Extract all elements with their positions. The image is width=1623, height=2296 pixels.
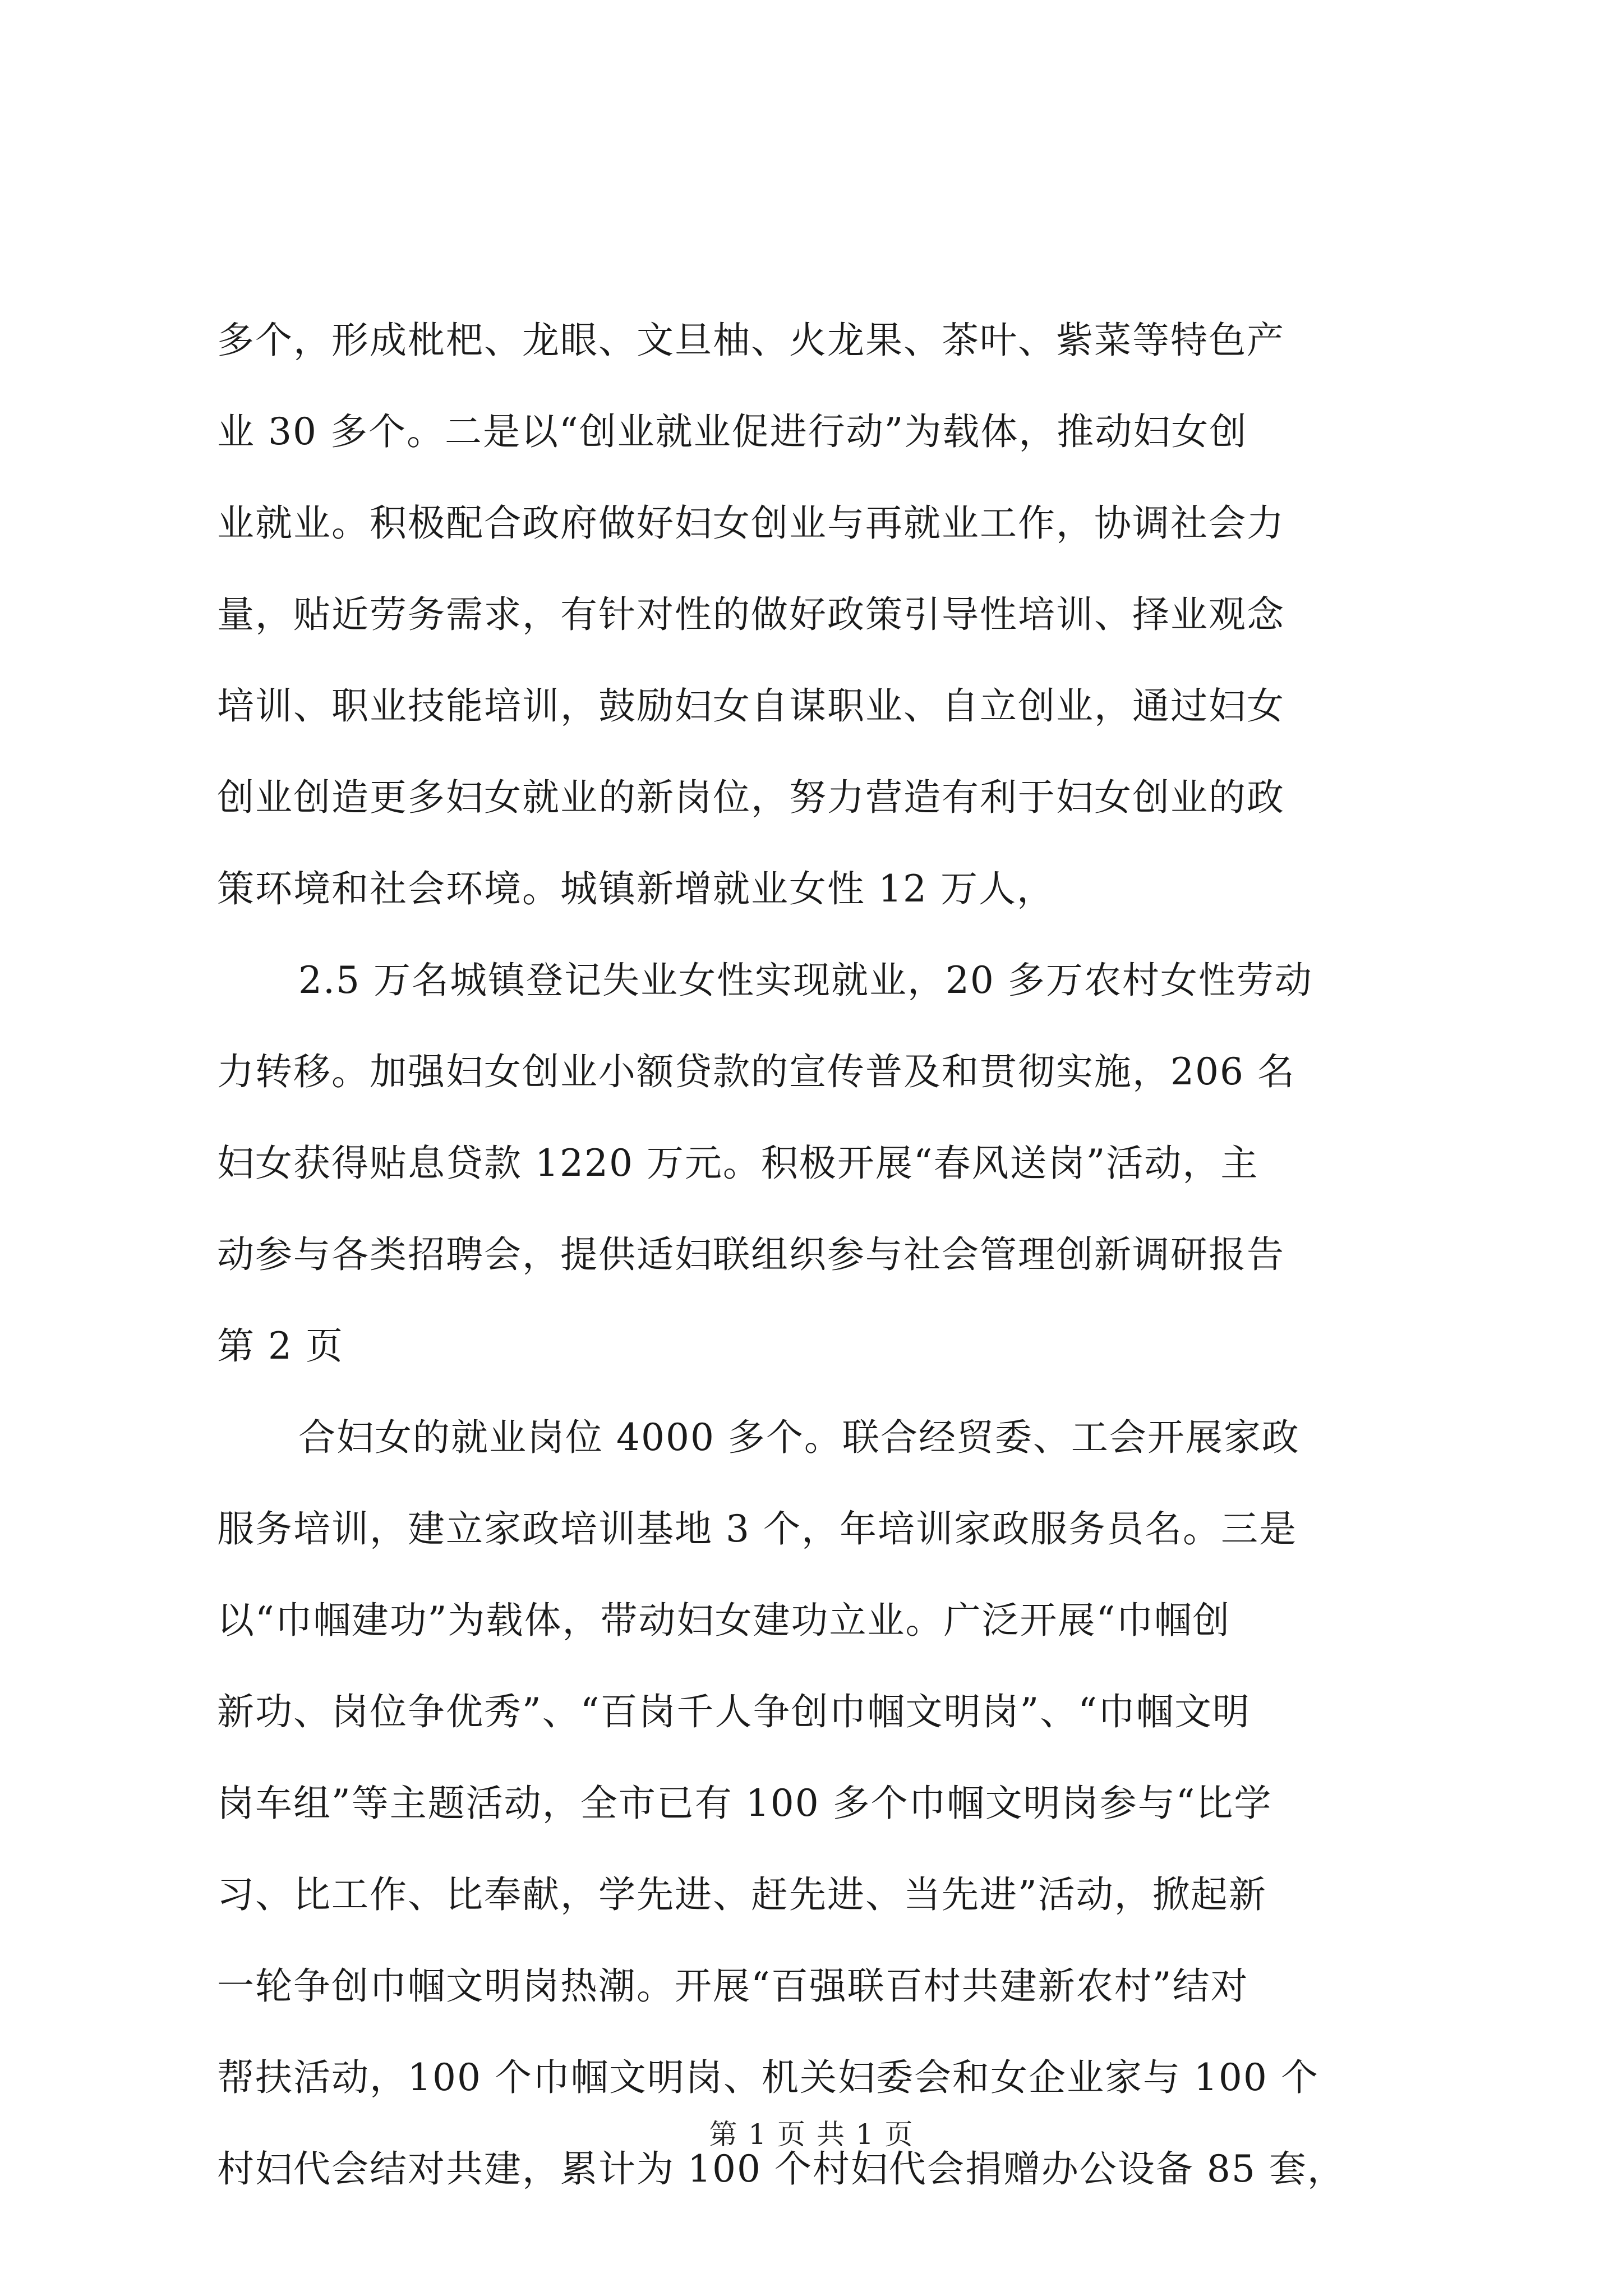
- text-line-7: 策环境和社会环境。城镇新增就业女性 12 万人，: [217, 867, 1055, 910]
- body-text: [217, 295, 1417, 2215]
- text-line-9: 力转移。加强妇女创业小额贷款的宣传普及和贯彻实施，206 名: [217, 1050, 1295, 1093]
- text-line-1: 多个，形成枇杷、龙眼、文旦柚、火龙果、茶叶、紫菜等特色产: [217, 319, 1285, 362]
- text-line-8: 2.5 万名城镇登记失业女性实现就业，20 多万农村女性劳动: [298, 959, 1313, 1002]
- text-line-16: 新功、岗位争优秀”、“百岗千人争创巾帼文明岗”、“巾帼文明: [217, 1690, 1251, 1733]
- text-line-3: 业就业。积极配合政府做好妇女创业与再就业工作，协调社会力: [217, 501, 1285, 545]
- text-line-6: 创业创造更多妇女就业的新岗位，努力营造有利于妇女创业的政: [217, 776, 1285, 819]
- text-line-5: 培训、职业技能培训，鼓励妇女自谋职业、自立创业，通过妇女: [217, 684, 1285, 728]
- text-line-11: 动参与各类招聘会，提供适妇联组织参与社会管理创新调研报告: [217, 1233, 1285, 1276]
- text-line-19: 一轮争创巾帼文明岗热潮。开展“百强联百村共建新农村”结对: [217, 1964, 1249, 2008]
- text-line-17: 岗车组”等主题活动，全市已有 100 多个巾帼文明岗参与“比学: [217, 1782, 1272, 1825]
- text-line-13: 合妇女的就业岗位 4000 多个。联合经贸委、工会开展家政: [298, 1416, 1300, 1459]
- text-line-15: 以“巾帼建功”为载体，带动妇女建功立业。广泛开展“巾帼创: [217, 1599, 1231, 1642]
- text-line-2: 业 30 多个。二是以“创业就业促进行动”为载体，推动妇女创: [217, 410, 1248, 453]
- page-footer: 第 1 页 共 1 页: [709, 2118, 914, 2151]
- text-line-20: 帮扶活动，100 个巾帼文明岗、机关妇委会和女企业家与 100 个: [217, 2056, 1319, 2099]
- text-line-14: 服务培训，建立家政培训基地 3 个，年培训家政服务员名。三是: [217, 1507, 1297, 1550]
- text-line-10: 妇女获得贴息贷款 1220 万元。积极开展“春风送岗”活动，主: [217, 1142, 1259, 1185]
- text-line-4: 量，贴近劳务需求，有针对性的做好政策引导性培训、择业观念: [217, 593, 1285, 636]
- text-line-18: 习、比工作、比奉献，学先进、赶先进、当先进”活动，掀起新: [217, 1873, 1267, 1916]
- text-line-21: 村妇代会结对共建，累计为 100 个村妇代会捐赠办公设备 85 套，: [217, 2147, 1345, 2191]
- text-line-12: 第 2 页: [217, 1324, 344, 1368]
